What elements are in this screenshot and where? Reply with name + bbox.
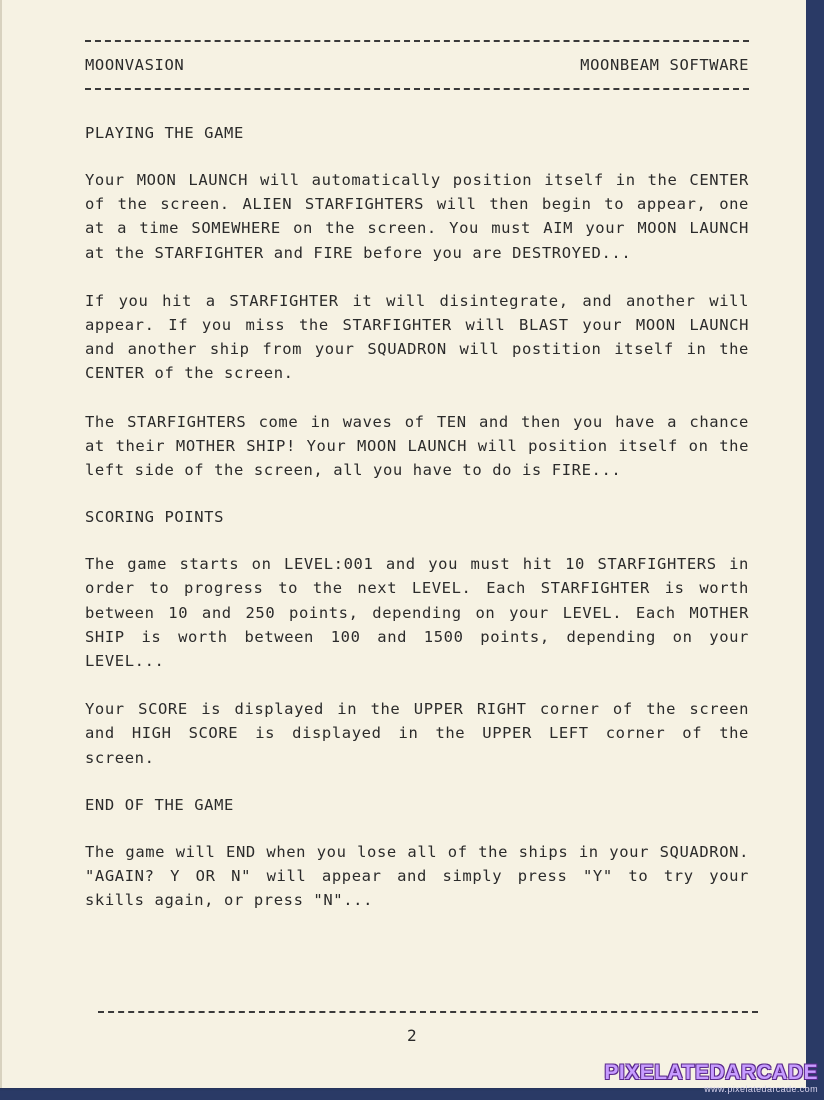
paragraph: If you hit a STARFIGHTER it will disintegrate, and another will appear. If you miss the STARFIGHTER will BLAST your MOON LAUNCH and another ship from your SQUADRON will postition itself in the CENTER of the screen. xyxy=(85,291,749,383)
header-title: MOONVASION xyxy=(85,56,185,74)
section-title: END OF THE GAME xyxy=(85,795,234,814)
header-dashed-rule xyxy=(85,88,749,90)
paragraph: Your MOON LAUNCH will automatically position itself in the CENTER of the screen. ALIEN STARFIGHTERS will then begin to appear, one at a time SOMEWHERE on the screen. You must AIM your MOON LAUNCH at the STARFIGHTER and FIRE before you are DESTROYED... xyxy=(85,171,749,262)
section-title: PLAYING THE GAME xyxy=(85,124,244,142)
section-scoring-points xyxy=(85,508,757,770)
paragraph: The game starts on LEVEL:001 and you must hit 10 STARFIGHTERS in order to progress to the next LEVEL. Each STARFIGHTER is worth between 10 and 250 points, depending on your LEVEL. Each MOTHER SHIP is worth between 100 and 1500 points, depending on your LEVEL... xyxy=(85,555,749,671)
paragraph: Your SCORE is displayed in the UPPER RIGHT corner of the screen and HIGH SCORE is displayed in the UPPER LEFT corner of the screen. xyxy=(85,700,749,767)
bottom-dashed-rule xyxy=(98,1011,758,1013)
watermark-url: www.pixelatedarcade.com xyxy=(704,1084,818,1094)
top-dashed-rule xyxy=(85,40,749,42)
page-header xyxy=(85,56,749,74)
paragraph: The game will END when you lose all of the ships in your SQUADRON. "AGAIN? Y OR N" will appear and simply press "Y" to try your skills again, or press "N"... xyxy=(85,842,749,910)
section-title: SCORING POINTS xyxy=(85,508,225,527)
watermark-logo: PIXELATEDARCADE xyxy=(604,1061,818,1084)
page-number: 2 xyxy=(407,1026,417,1045)
section-playing-the-game xyxy=(85,124,757,482)
watermark xyxy=(604,1062,818,1094)
section-end-of-the-game xyxy=(85,796,757,913)
page-content xyxy=(85,40,757,912)
header-publisher: MOONBEAM SOFTWARE xyxy=(580,56,749,74)
paragraph: The STARFIGHTERS come in waves of TEN and then you have a chance at their MOTHER SHIP! Your MOON LAUNCH will position itself on the left side of the screen, all you have to do is FIRE... xyxy=(85,412,749,480)
